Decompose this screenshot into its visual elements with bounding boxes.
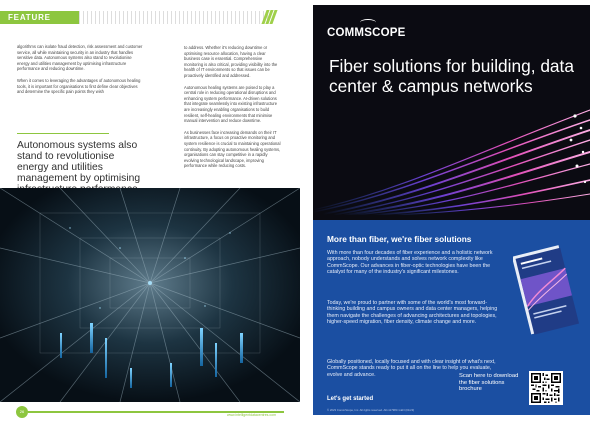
right-page [300, 0, 600, 424]
page-number: 26 [16, 406, 28, 418]
ad-headline: Fiber solutions for building, data center & campus networks [329, 56, 574, 96]
fiber-optic-image [313, 100, 590, 215]
paragraph: algorithms can isolate fraud detection, risk assessment and customer service, all while maintaining security in an industry that handles sensitive data. Autonomous systems also stand to revolutionise energy and utilities management by optimising infrastructure performance and reducing downtime. [17, 44, 143, 72]
footer-url[interactable]: www.intelligentdatacentres.com [226, 413, 276, 417]
paragraph: As businesses face increasing demands on their IT infrastructure, a focus on proactive monitoring and system resilience is crucial to maintaining operational continuity. By adopting autonomous healing systems, organisations can stay competitive in a rapidly evolving technological landscape, improving performance while reducing costs. [184, 129, 281, 169]
ad-info-panel [313, 220, 590, 415]
paragraph: Autonomous healing systems are poised to play a central role in reducing operational disruptions and enhancing system performance. AI-driven solutions that integrate seamlessly into existing infrastructure are increasingly enabling organisations to build resilient, self-healing environments that minimise manual intervention and reduce downtime. [184, 84, 278, 124]
page-footer [0, 402, 300, 424]
commscope-advert [313, 5, 590, 415]
logo-swoosh-icon [360, 19, 376, 26]
qr-code[interactable] [529, 371, 563, 405]
panel-title: More than fiber, we're fiber solutions [327, 234, 472, 244]
paragraph: With more than four decades of fiber experience and a holistic network approach, nobody understands and solves network complexity like CommScope. Our advances in fiber-optic technologies have been the catalyst for many of the industry's significant milestones. [327, 250, 493, 275]
article-column-1 [17, 44, 145, 101]
paragraph: Globally positioned, locally focused and with clear insight of what's next, CommScope stands ready to put it all on the line to help you evaluate, evolve and advance. [327, 359, 496, 378]
paragraph: When it comes to leveraging the advantages of autonomous healing tools, it is important for organisations to first define clear objectives and determine the specific pain points they wish [17, 77, 141, 95]
brand-logo: COMMSCOPE [327, 27, 406, 39]
article-column-2 [184, 45, 282, 175]
brochure-image [513, 243, 583, 337]
paragraph: Today, we're proud to partner with some of the world's most forward-thinking building and campus owners and data center managers, helping them navigate the challenges of advancing architectures and topologies, higher-speed migration, fiber density, climate change and more. [327, 300, 498, 325]
pull-quote: Autonomous systems also stand to revolutionise energy and utilities management by optimising [17, 136, 145, 206]
slash-logo-icon [264, 10, 276, 24]
data-center-image [0, 188, 300, 402]
paragraph: to address. Whether it's reducing downtime or optimising resource allocation, having a clear business case is essential. Comprehensive monitoring is also critical, providing visibility into the health of IT environments so that issues can be proactively identified and addressed. [184, 45, 278, 78]
copyright-text: © 2023 CommScope, Inc. All rights reserved. AD-117983.1-EN (01/23) [327, 408, 415, 412]
feature-tag: FEATURE [0, 11, 79, 24]
qr-label: Scan here to download the fiber solutions brochure [459, 373, 519, 393]
cta-text[interactable]: Let's get started [327, 396, 374, 402]
